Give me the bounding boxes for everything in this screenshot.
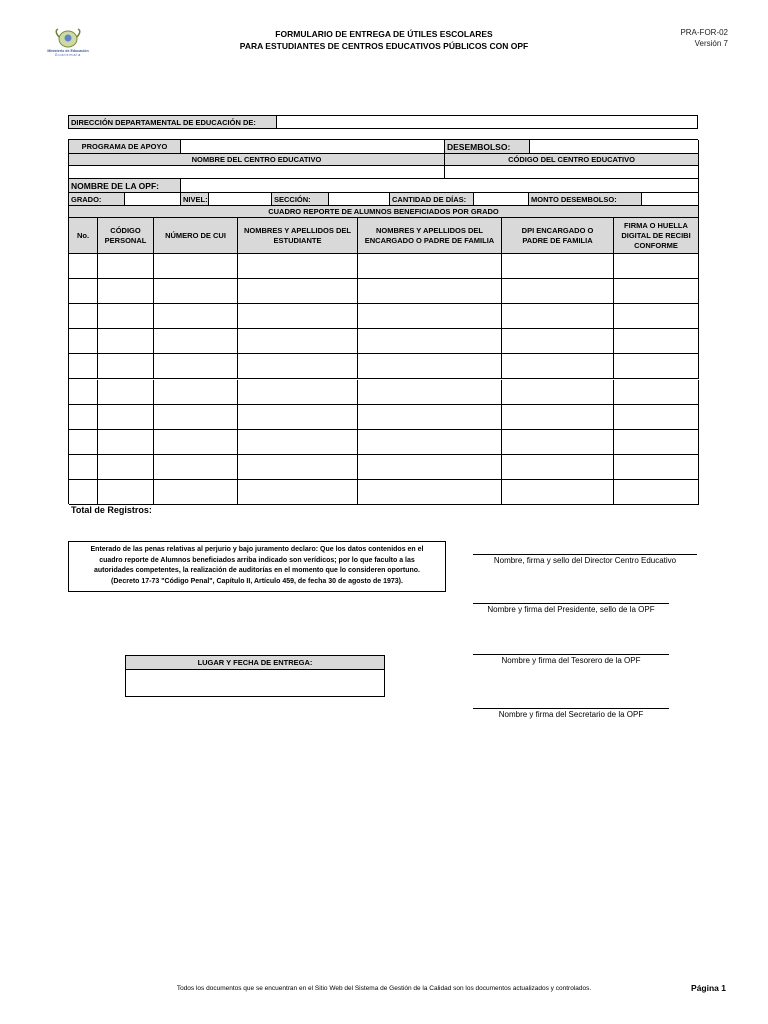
- table-cell[interactable]: [69, 254, 98, 279]
- direccion-field[interactable]: [275, 116, 697, 128]
- table-row: [69, 304, 699, 329]
- table-cell[interactable]: [502, 354, 614, 379]
- table-cell[interactable]: [154, 304, 238, 329]
- table-cell[interactable]: [502, 279, 614, 304]
- table-cell[interactable]: [238, 304, 358, 329]
- nombre-centro-field[interactable]: [69, 166, 445, 179]
- signature-label-director: Nombre, firma y sello del Director Centro Educativo: [493, 556, 677, 565]
- table-cell[interactable]: [69, 380, 98, 405]
- cantidad-dias-label: CANTIDAD DE DÍAS:: [390, 193, 474, 206]
- table-cell[interactable]: [154, 254, 238, 279]
- monto-label: MONTO DESEMBOLSO:: [529, 193, 642, 206]
- table-cell[interactable]: [238, 279, 358, 304]
- programa-field[interactable]: [181, 140, 445, 154]
- table-cell[interactable]: [98, 405, 154, 430]
- codigo-centro-field[interactable]: [445, 166, 699, 179]
- table-cell[interactable]: [502, 380, 614, 405]
- table-cell[interactable]: [154, 329, 238, 354]
- table-cell[interactable]: [154, 279, 238, 304]
- table-cell[interactable]: [69, 304, 98, 329]
- grado-label: GRADO:: [69, 193, 125, 206]
- table-cell[interactable]: [358, 254, 502, 279]
- programa-label: PROGRAMA DE APOYO: [69, 140, 181, 154]
- table-cell[interactable]: [98, 254, 154, 279]
- table-cell[interactable]: [614, 254, 699, 279]
- form-code-block: [680, 27, 728, 49]
- table-cell[interactable]: [69, 405, 98, 430]
- table-cell[interactable]: [154, 455, 238, 480]
- nombre-opf-field[interactable]: [181, 179, 699, 193]
- logo-text: Ministerio de Educación: [47, 49, 89, 53]
- footer-text: Todos los documentos que se encuentran en el Sitio Web del Sistema de Gestión de la Calidad son los documentos actualizados y controlados.: [176, 985, 592, 992]
- table-cell[interactable]: [69, 430, 98, 455]
- logo-subtext: Guatemala: [54, 53, 82, 57]
- table-cell[interactable]: [502, 430, 614, 455]
- declaration-line-1: Enterado de las penas relativas al perjurio y bajo juramento declaro: Que los datos contenidos en el: [90, 546, 424, 553]
- signature-line-secretario: [473, 708, 669, 709]
- table-cell[interactable]: [358, 430, 502, 455]
- table-cell[interactable]: [614, 329, 699, 354]
- col-header-dpi: DPI ENCARGADO O PADRE DE FAMILIA: [502, 218, 614, 254]
- table-cell[interactable]: [614, 304, 699, 329]
- table-cell[interactable]: [614, 405, 699, 430]
- table-cell[interactable]: [614, 455, 699, 480]
- table-cell[interactable]: [358, 354, 502, 379]
- ministry-logo: [44, 27, 92, 63]
- direccion-row: [68, 115, 698, 129]
- grado-field[interactable]: [125, 193, 181, 206]
- direccion-label: DIRECCIÓN DEPARTAMENTAL DE EDUCACIÓN DE:: [69, 116, 277, 128]
- table-cell[interactable]: [154, 380, 238, 405]
- col-header-codigo: CÓDIGO PERSONAL: [98, 218, 154, 254]
- table-body: [69, 254, 699, 505]
- title-line-1: FORMULARIO DE ENTREGA DE ÚTILES ESCOLARES: [275, 29, 493, 39]
- table-row: [69, 405, 699, 430]
- declaration-line-4: (Decreto 17-73 "Código Penal", Capítulo II, Artículo 459, de fecha 30 de agosto de 1973).: [111, 577, 403, 585]
- table-cell[interactable]: [238, 455, 358, 480]
- table-cell[interactable]: [98, 304, 154, 329]
- table-row: [69, 254, 699, 279]
- total-registros-label: Total de Registros:: [71, 505, 152, 515]
- table-cell[interactable]: [238, 329, 358, 354]
- signature-label-presidente: Nombre y firma del Presidente, sello de la OPF: [487, 605, 655, 614]
- table-cell[interactable]: [98, 279, 154, 304]
- lugar-fecha-label: LUGAR Y FECHA DE ENTREGA:: [126, 656, 384, 670]
- table-cell[interactable]: [238, 430, 358, 455]
- table-cell[interactable]: [69, 480, 98, 505]
- signature-line-tesorero: [473, 654, 669, 655]
- desembolso-field[interactable]: [530, 140, 699, 154]
- form-version: Versión 7: [694, 39, 728, 48]
- declaration-box: [68, 541, 446, 592]
- seccion-field[interactable]: [329, 193, 390, 206]
- table-cell[interactable]: [69, 354, 98, 379]
- signature-line-presidente: [473, 603, 669, 604]
- seccion-label: SECCIÓN:: [272, 193, 329, 206]
- signature-line-director: [473, 554, 697, 555]
- table-cell[interactable]: [154, 405, 238, 430]
- table-row: [69, 279, 699, 304]
- main-form-block: [68, 139, 698, 504]
- table-cell[interactable]: [69, 279, 98, 304]
- table-cell[interactable]: [358, 380, 502, 405]
- nivel-field[interactable]: [209, 193, 272, 206]
- table-cell[interactable]: [358, 405, 502, 430]
- form-title: [190, 28, 578, 52]
- table-cell[interactable]: [502, 405, 614, 430]
- lugar-fecha-box: [125, 655, 385, 697]
- table-cell[interactable]: [98, 329, 154, 354]
- table-row: [69, 430, 699, 455]
- table-cell[interactable]: [502, 254, 614, 279]
- table-cell[interactable]: [502, 329, 614, 354]
- table-cell[interactable]: [502, 304, 614, 329]
- col-header-firma: FIRMA O HUELLA DIGITAL DE RECIBI CONFORME: [614, 218, 699, 254]
- signature-label-secretario: Nombre y firma del Secretario de la OPF: [498, 710, 644, 719]
- col-header-estudiante: NOMBRES Y APELLIDOS DEL ESTUDIANTE: [238, 218, 358, 254]
- form-code: PRA-FOR-02: [680, 28, 728, 37]
- signature-label-tesorero: Nombre y firma del Tesorero de la OPF: [501, 656, 641, 665]
- table-cell[interactable]: [502, 480, 614, 505]
- table-cell[interactable]: [614, 430, 699, 455]
- table-cell[interactable]: [614, 380, 699, 405]
- table-cell[interactable]: [614, 480, 699, 505]
- title-line-2: PARA ESTUDIANTES DE CENTROS EDUCATIVOS PÚBLICOS CON OPF: [239, 41, 529, 51]
- table-cell[interactable]: [614, 354, 699, 379]
- col-header-encargado: NOMBRES Y APELLIDOS DEL ENCARGADO O PADRE DE FAMILIA: [358, 218, 502, 254]
- table-cell[interactable]: [98, 354, 154, 379]
- table-row: [69, 354, 699, 379]
- page-number: Página 1: [691, 983, 726, 993]
- table-cell[interactable]: [154, 480, 238, 505]
- table-cell[interactable]: [69, 455, 98, 480]
- codigo-centro-label: CÓDIGO DEL CENTRO EDUCATIVO: [445, 154, 699, 166]
- table-cell[interactable]: [98, 455, 154, 480]
- nombre-opf-label: NOMBRE DE LA OPF:: [69, 179, 181, 193]
- declaration-line-2: cuadro reporte de Alumnos beneficiados arriba indicado son verídicos; por lo que faculto a las: [99, 556, 415, 564]
- table-row: [69, 380, 699, 405]
- monto-field[interactable]: [642, 193, 699, 206]
- col-header-cui: NÚMERO DE CUI: [154, 218, 238, 254]
- table-cell[interactable]: [358, 279, 502, 304]
- table-cell[interactable]: [238, 480, 358, 505]
- table-cell[interactable]: [238, 254, 358, 279]
- table-cell[interactable]: [238, 354, 358, 379]
- table-cell[interactable]: [502, 455, 614, 480]
- table-cell[interactable]: [358, 480, 502, 505]
- desembolso-label: DESEMBOLSO:: [445, 140, 530, 154]
- table-cell[interactable]: [238, 405, 358, 430]
- col-header-no: No.: [69, 218, 98, 254]
- table-cell[interactable]: [69, 329, 98, 354]
- table-cell[interactable]: [238, 380, 358, 405]
- table-cell[interactable]: [358, 455, 502, 480]
- cantidad-dias-field[interactable]: [474, 193, 529, 206]
- table-row: [69, 480, 699, 505]
- table-cell[interactable]: [614, 279, 699, 304]
- table-cell[interactable]: [98, 380, 154, 405]
- nivel-label: NIVEL:: [181, 193, 209, 206]
- table-row: [69, 455, 699, 480]
- table-row: [69, 329, 699, 354]
- table-cell[interactable]: [154, 430, 238, 455]
- table-cell[interactable]: [98, 430, 154, 455]
- table-cell[interactable]: [154, 354, 238, 379]
- table-cell[interactable]: [358, 304, 502, 329]
- table-cell[interactable]: [358, 329, 502, 354]
- cuadro-title: CUADRO REPORTE DE ALUMNOS BENEFICIADOS POR GRADO: [69, 206, 699, 218]
- table-cell[interactable]: [98, 480, 154, 505]
- nombre-centro-label: NOMBRE DEL CENTRO EDUCATIVO: [69, 154, 445, 166]
- lugar-fecha-field[interactable]: [126, 670, 384, 696]
- declaration-line-3: autoridades competentes, la realización de auditorías en el momento que lo consideren oportuno.: [94, 567, 420, 574]
